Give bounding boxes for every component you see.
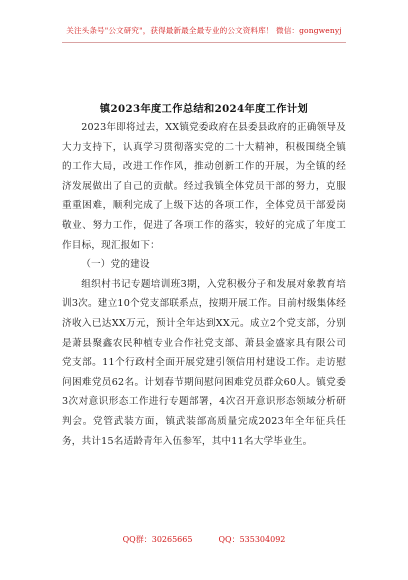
footer-contact [0,534,408,545]
section-heading-party-building: （一）党的建设 [81,259,150,271]
footer-qq-group: QQ群：30265665 [122,535,193,544]
header-banner: 关注头条号"公文研究"，获得最新最全最专业的公文资料库！ 微信：gongwenyj [66,26,342,35]
section-paragraph-party-building: 组织村书记专题培训班3期，入党积极分子和发展对象教育培训3次。建立10个党支部联系点，按期开展工作。目前村级集体经济收入已达XX万元，预计全年达到XX元。成立2个党支部，分别是萧县聚鑫农民种植专业合作社党支部、萧县金盛家具有限公司党支部。11个行政村全面开展党建引领信用村建设工作。走访慰问困难党员62名。计划春节期间慰问困难党员群众60人。镇党委3次对意识形态工作进行专题部署，4次召开意识形态领域分析研判会。党管武装方面，镇武装部高质量完成2023年全年征兵任务，共计15名适龄青年入伍参军，其中11名大学毕业生。 [62,278,346,447]
footer-qq-number: QQ：535304092 [218,535,286,544]
header-divider [62,42,346,43]
intro-paragraph: 2023年即将过去，XX镇党委政府在县委县政府的正确领导及大力支持下，认真学习贯彻落实党的二十大精神，积极围绕全镇的工作大局，改进工作作风，推动创新工作的开展，为全镇的经济发展做出了自己的贡献。经过我镇全体党员干部的努力，克服重重困难，顺利完成了上级下达的各项工作，全体党员干部爱岗敬业、努力工作，促进了各项工作的落实，较好的完成了年度工作目标，现汇报如下： [62,122,346,251]
document-title: 镇2023年度工作总结和2024年度工作计划 [99,102,309,115]
document-body [62,118,346,451]
